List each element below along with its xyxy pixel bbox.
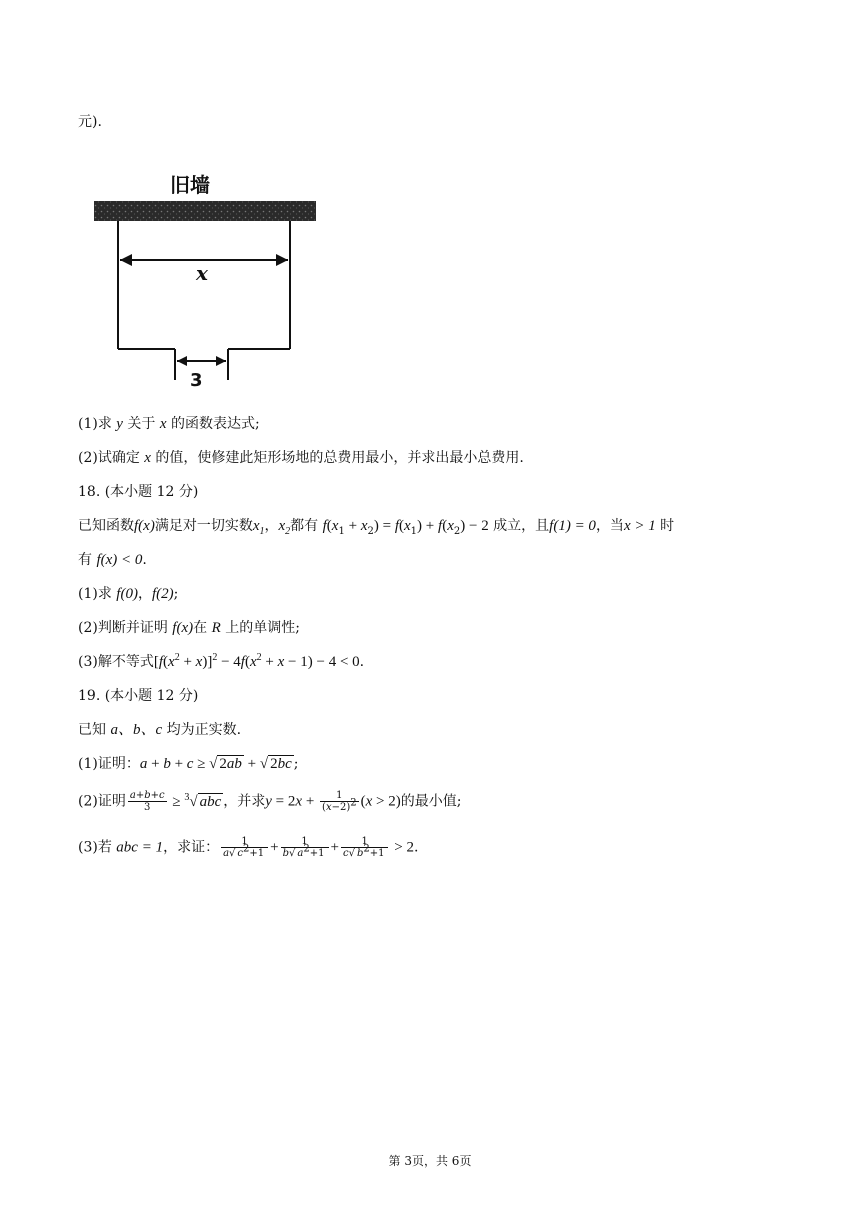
q17-p2-suffix: 的值，使修建此矩形场地的总费用最小，并求出最小总费用. <box>155 450 524 466</box>
q19-p3-prefix: (3)若 <box>78 839 112 856</box>
q19-p3-mid: ，求证： <box>163 839 220 856</box>
q19-p2-prefix: (2)证明 <box>78 793 126 810</box>
q18-stem-line1: 已知函数f(x)满足对一切实数$x_1$，$x_2$都有 $f(x_1 + x_2) = f(x_1) + f(x_2) - 2$ 成立，且f(1) = 0，当x > 1 时 <box>78 518 675 537</box>
q18-p2-mid: 在 <box>193 620 208 636</box>
old-wall <box>94 201 316 221</box>
continued-text: 元). <box>78 114 102 130</box>
q19-part2 <box>78 790 461 813</box>
x-arrow-right <box>276 254 288 266</box>
q18-l1-vars2: $x_2$ <box>278 518 291 537</box>
q19-p2-frac2: $\frac{1}{(x-2)^2}$ <box>322 790 357 813</box>
q17-p1-mid: 关于 <box>127 416 156 432</box>
q18-l2-cond: f(x) < 0 <box>96 552 143 568</box>
q19-p3-frac1: $\frac{1}{a√ c^2+1}$ <box>221 836 268 859</box>
q19-p2-domain: (x > 2) <box>360 793 401 810</box>
q18-l1-b: 满足对一切实数 <box>154 518 253 534</box>
q18-inequality: $[f(x^2 + x)]^2 - 4f(x^2 + x - 1) - 4 < 0$ <box>153 652 360 670</box>
q18-l1-d: 成立，且 <box>493 518 550 534</box>
page-footer: 第 3页，共 6页 <box>388 1154 472 1168</box>
q19-intro-b: 均为正实数. <box>166 722 242 738</box>
q19-p2-function: y = 2x + <box>265 793 319 810</box>
q18-part2 <box>78 618 300 638</box>
q18-l1-f: f(x) <box>134 518 155 534</box>
q18-p1-sep: ， <box>137 586 152 602</box>
q19-p3-frac2: $\frac{1}{b√ a^2+1}$ <box>281 836 329 859</box>
q19-p3-gt: > 2 <box>390 839 414 856</box>
q19-p1-suffix: ; <box>293 756 299 772</box>
q18-p2-prefix: (2)判断并证明 <box>78 620 168 636</box>
q17-part2 <box>78 448 524 468</box>
q18-part3 <box>78 652 364 672</box>
q19-p3-cond: abc = 1 <box>116 839 164 856</box>
q19-p1-inequality: a + b + c ≥ √ 2ab + √ 2bc <box>139 756 292 772</box>
q18-l2-b: . <box>142 552 147 568</box>
q17-p2-prefix: (2)试确定 <box>78 450 140 466</box>
q18-l1-f1: f(1) = 0 <box>549 518 596 534</box>
q19-intro-a: 已知 <box>78 722 106 738</box>
q18-l2-a: 有 <box>78 552 92 568</box>
gap-arrow-left <box>177 356 187 366</box>
q18-p3-prefix: (3)解不等式 <box>78 654 154 670</box>
q18-part1 <box>78 584 178 604</box>
q18-p1-f0: f(0) <box>116 586 138 602</box>
q18-p3-suffix: . <box>359 654 365 670</box>
q18-l1-a: 已知函数 <box>78 518 134 534</box>
q19-p2-cuberoot: ≥ $^3$√ abc <box>168 791 222 810</box>
x-arrow-left <box>120 254 132 266</box>
x-label: x <box>196 261 208 285</box>
q19-part3: (3)若 abc = 1，求证： $\frac{1}{a√ c^2+1}$ + $\frac{1}{b√ a^2+1}$ + $\frac{1}{c√ b^2+1}$ > 2. <box>78 836 419 859</box>
gap-label: 3 <box>190 370 203 388</box>
q19-p2-mid: ，并求 <box>223 793 266 810</box>
q19-p3-frac3: $\frac{1}{c√ b^2+1}$ <box>341 836 389 859</box>
wall-diagram <box>88 168 328 388</box>
q19-p2-frac: $\frac{a+b+c}{3}$ <box>129 790 165 813</box>
q19-intro <box>78 720 241 740</box>
q18-l1-e: ，当 <box>595 518 624 534</box>
q19-header: 19. (本小题 12 分) <box>78 688 199 704</box>
q18-header: 18. (本小题 12 分) <box>78 484 199 500</box>
q18-stem-line2 <box>78 550 147 570</box>
wall-diagram-svg <box>88 168 328 388</box>
q17-p1-prefix: (1)求 <box>78 416 112 432</box>
gap-arrow-right <box>216 356 226 366</box>
q19-part1 <box>78 754 299 774</box>
q17-p2-var-x: x <box>144 450 151 466</box>
q18-l1-vars: $x_1$ <box>252 518 265 537</box>
q18-p1-prefix: (1)求 <box>78 586 112 602</box>
q17-part1 <box>78 414 260 434</box>
q19-intro-vars: a、b、c <box>110 722 163 738</box>
wall-label: 旧墙 <box>170 173 210 197</box>
q18-l1-cond: x > 1 <box>623 518 656 534</box>
q19-p3-suffix: . <box>413 839 419 856</box>
q18-p2-R: R <box>211 620 221 636</box>
q19-p2-suffix: 的最小值; <box>400 793 462 810</box>
q18-l1-f2: 时 <box>660 518 675 534</box>
q18-p2-suffix: 上的单调性; <box>225 620 300 636</box>
q18-p1-f2: f(2) <box>151 586 174 602</box>
q18-l1-c: 都有 <box>290 518 319 534</box>
q18-functional-eq: f <box>322 518 327 534</box>
q18-p2-f: f(x) <box>172 620 194 636</box>
q17-p1-var-y: y <box>116 416 123 432</box>
q17-p1-var-x: x <box>159 416 167 432</box>
q17-p1-suffix: 的函数表达式; <box>171 416 260 432</box>
q18-p1-suffix: ; <box>173 586 179 602</box>
q19-p1-prefix: (1)证明： <box>78 756 140 772</box>
